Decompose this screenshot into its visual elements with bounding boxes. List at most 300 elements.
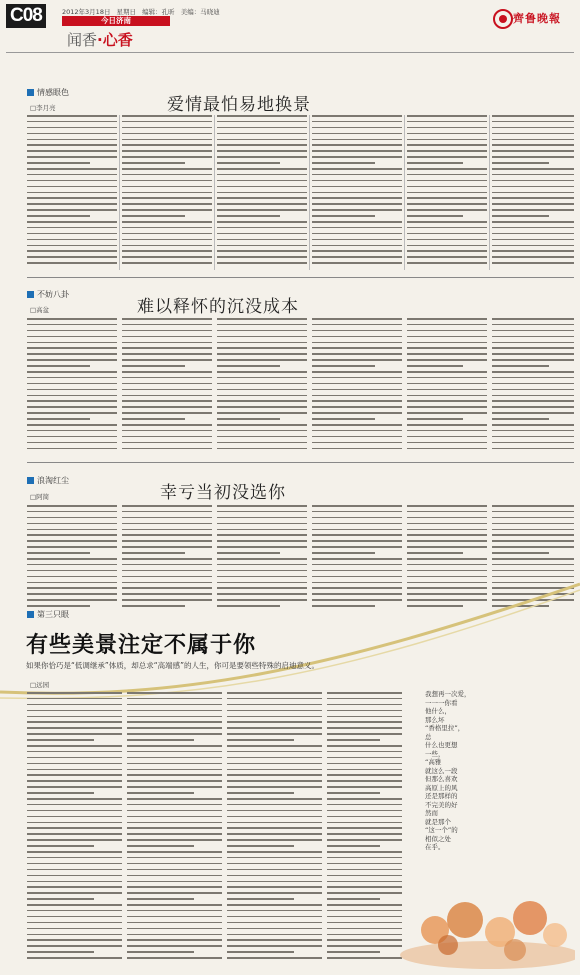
body-text-line bbox=[227, 704, 322, 706]
body-text-line bbox=[407, 256, 487, 258]
body-text-line bbox=[492, 552, 549, 554]
body-text-line bbox=[492, 245, 574, 247]
label-marker-icon bbox=[27, 89, 34, 96]
body-text-line bbox=[492, 564, 574, 566]
body-text-line bbox=[127, 769, 222, 771]
body-text-line bbox=[312, 564, 402, 566]
body-text-line bbox=[327, 839, 402, 841]
body-text-line bbox=[407, 371, 487, 373]
body-text-line bbox=[407, 529, 487, 531]
body-text-line bbox=[407, 582, 487, 584]
body-text-line bbox=[227, 745, 322, 747]
body-text-line bbox=[27, 511, 117, 513]
body-text-line bbox=[127, 833, 222, 835]
body-text-line bbox=[492, 546, 574, 548]
body-text-line bbox=[27, 593, 117, 595]
body-text-line bbox=[127, 916, 222, 918]
body-text-line bbox=[312, 365, 375, 367]
body-text-line bbox=[122, 505, 212, 507]
body-text-line bbox=[27, 922, 122, 924]
body-text-line bbox=[312, 186, 402, 188]
body-text-line bbox=[217, 359, 307, 361]
body-text-line bbox=[227, 733, 322, 735]
body-text-line bbox=[227, 945, 322, 947]
body-text-line bbox=[407, 250, 487, 252]
body-text-line bbox=[122, 371, 212, 373]
body-text-line bbox=[127, 904, 222, 906]
body-text-line bbox=[227, 881, 322, 883]
column-rule bbox=[404, 115, 405, 270]
article-1-headline: 爱情最怕易地换景 bbox=[167, 95, 311, 115]
body-text-line bbox=[407, 133, 487, 135]
article-3-byline: □阿简 bbox=[30, 493, 50, 501]
body-text-line bbox=[492, 418, 549, 420]
body-text-line bbox=[122, 564, 212, 566]
body-text-line bbox=[492, 523, 574, 525]
body-text-line bbox=[217, 336, 307, 338]
body-text-line bbox=[227, 721, 322, 723]
label-marker-icon bbox=[27, 477, 34, 484]
body-text-line bbox=[27, 529, 117, 531]
body-text-line bbox=[122, 203, 212, 205]
body-text-line bbox=[312, 406, 402, 408]
body-text-line bbox=[217, 215, 280, 217]
body-text-line bbox=[27, 442, 117, 444]
body-text-line bbox=[122, 150, 212, 152]
article-4-col-1 bbox=[27, 692, 122, 964]
body-text-line bbox=[227, 792, 294, 794]
body-text-line bbox=[27, 916, 122, 918]
body-text-line bbox=[217, 168, 307, 170]
body-text-line bbox=[122, 250, 212, 252]
body-text-line bbox=[407, 203, 487, 205]
body-text-line bbox=[327, 851, 402, 853]
body-text-line bbox=[327, 769, 402, 771]
body-text-line bbox=[312, 389, 402, 391]
body-text-line bbox=[407, 127, 487, 129]
body-text-line bbox=[217, 197, 307, 199]
body-text-line bbox=[312, 221, 402, 223]
body-text-line bbox=[312, 448, 402, 450]
body-text-line bbox=[217, 523, 307, 525]
body-text-line bbox=[492, 511, 574, 513]
body-text-line bbox=[27, 605, 90, 607]
body-text-line bbox=[227, 951, 294, 953]
body-text-line bbox=[122, 576, 212, 578]
body-text-line bbox=[327, 692, 402, 694]
body-text-line bbox=[492, 587, 574, 589]
body-text-line bbox=[327, 721, 402, 723]
body-text-line bbox=[492, 605, 549, 607]
article-3-col-6 bbox=[492, 505, 574, 615]
article-4-col-3 bbox=[227, 692, 322, 964]
body-text-line bbox=[27, 733, 122, 735]
body-text-line bbox=[312, 330, 402, 332]
body-text-line bbox=[127, 774, 222, 776]
poem-line: 然而 bbox=[425, 809, 438, 817]
body-text-line bbox=[27, 424, 117, 426]
article-3-label: 浪淘红尘 bbox=[27, 475, 69, 486]
body-text-line bbox=[492, 203, 574, 205]
body-text-line bbox=[492, 197, 574, 199]
body-text-line bbox=[122, 186, 212, 188]
body-text-line bbox=[407, 436, 487, 438]
body-text-line bbox=[407, 564, 487, 566]
body-text-line bbox=[27, 833, 122, 835]
body-text-line bbox=[217, 587, 307, 589]
body-text-line bbox=[127, 751, 222, 753]
body-text-line bbox=[27, 168, 117, 170]
body-text-line bbox=[122, 245, 212, 247]
body-text-line bbox=[122, 174, 212, 176]
body-text-line bbox=[27, 227, 117, 229]
body-text-line bbox=[492, 377, 574, 379]
body-text-line bbox=[407, 353, 487, 355]
article-3-col-3 bbox=[217, 505, 307, 615]
body-text-line bbox=[122, 529, 212, 531]
body-text-line bbox=[312, 197, 402, 199]
article-divider bbox=[27, 277, 574, 278]
body-text-line bbox=[217, 593, 307, 595]
body-text-line bbox=[492, 227, 574, 229]
body-text-line bbox=[492, 593, 574, 595]
article-1-col-6 bbox=[492, 115, 574, 270]
body-text-line bbox=[27, 587, 117, 589]
body-text-line bbox=[492, 233, 574, 235]
body-text-line bbox=[127, 792, 194, 794]
body-text-line bbox=[27, 383, 117, 385]
body-text-line bbox=[312, 347, 402, 349]
section-title bbox=[67, 29, 133, 50]
body-text-line bbox=[312, 587, 402, 589]
body-text-line bbox=[127, 733, 222, 735]
article-1-col-5 bbox=[407, 115, 487, 270]
body-text-line bbox=[312, 144, 402, 146]
body-text-line bbox=[122, 377, 212, 379]
body-text-line bbox=[122, 121, 212, 123]
body-text-line bbox=[217, 552, 280, 554]
body-text-line bbox=[407, 505, 487, 507]
page-header bbox=[0, 0, 580, 55]
body-text-line bbox=[312, 412, 402, 414]
body-text-line bbox=[127, 951, 194, 953]
body-text-line bbox=[312, 593, 402, 595]
body-text-line bbox=[217, 365, 280, 367]
body-text-line bbox=[217, 529, 307, 531]
body-text-line bbox=[492, 347, 574, 349]
article-1-col-4 bbox=[312, 115, 402, 270]
body-text-line bbox=[407, 347, 487, 349]
body-text-line bbox=[27, 881, 122, 883]
body-text-line bbox=[27, 804, 122, 806]
body-text-line bbox=[27, 371, 117, 373]
body-text-line bbox=[27, 710, 122, 712]
body-text-line bbox=[27, 704, 122, 706]
article-4-headline: 有些美景注定不属于你 bbox=[26, 633, 257, 658]
body-text-line bbox=[407, 150, 487, 152]
body-text-line bbox=[27, 144, 117, 146]
body-text-line bbox=[217, 353, 307, 355]
body-text-line bbox=[122, 593, 212, 595]
body-text-line bbox=[492, 144, 574, 146]
body-text-line bbox=[327, 739, 380, 741]
body-text-line bbox=[312, 250, 402, 252]
body-text-line bbox=[27, 822, 122, 824]
body-text-line bbox=[227, 780, 322, 782]
poem-line: 就是那个 bbox=[425, 817, 451, 826]
body-text-line bbox=[27, 115, 117, 117]
body-text-line bbox=[122, 534, 212, 536]
body-text-line bbox=[407, 599, 487, 601]
body-text-line bbox=[407, 365, 463, 367]
body-text-line bbox=[312, 127, 402, 129]
body-text-line bbox=[217, 330, 307, 332]
body-text-line bbox=[27, 951, 94, 953]
header-rule bbox=[6, 52, 574, 53]
body-text-line bbox=[312, 203, 402, 205]
body-text-line bbox=[217, 221, 307, 223]
body-text-line bbox=[312, 505, 402, 507]
body-text-line bbox=[122, 511, 212, 513]
body-text-line bbox=[122, 558, 212, 560]
body-text-line bbox=[127, 804, 222, 806]
body-text-line bbox=[227, 692, 322, 694]
body-text-line bbox=[312, 162, 375, 164]
section-bar: 今日济南 bbox=[62, 16, 170, 26]
body-text-line bbox=[227, 892, 322, 894]
body-text-line bbox=[27, 851, 122, 853]
body-text-line bbox=[122, 383, 212, 385]
body-text-line bbox=[122, 168, 212, 170]
body-text-line bbox=[407, 174, 487, 176]
body-text-line bbox=[27, 436, 117, 438]
body-text-line bbox=[27, 395, 117, 397]
body-text-line bbox=[217, 250, 307, 252]
body-text-line bbox=[217, 262, 307, 264]
body-text-line bbox=[127, 928, 222, 930]
body-text-line bbox=[492, 383, 574, 385]
body-text-line bbox=[227, 827, 322, 829]
body-text-line bbox=[217, 436, 307, 438]
body-text-line bbox=[27, 180, 117, 182]
body-text-line bbox=[312, 395, 402, 397]
body-text-line bbox=[312, 570, 402, 572]
body-text-line bbox=[327, 951, 380, 953]
body-text-line bbox=[127, 692, 222, 694]
body-text-line bbox=[27, 448, 117, 450]
editor: 编辑：孔昕 bbox=[142, 8, 175, 16]
body-text-line bbox=[492, 570, 574, 572]
body-text-line bbox=[127, 786, 222, 788]
newspaper-logo-text: 齊鲁晚報 bbox=[513, 12, 561, 25]
body-text-line bbox=[407, 186, 487, 188]
body-text-line bbox=[27, 239, 117, 241]
body-text-line bbox=[327, 827, 402, 829]
body-text-line bbox=[27, 816, 122, 818]
body-text-line bbox=[127, 810, 222, 812]
body-text-line bbox=[327, 704, 402, 706]
body-text-line bbox=[122, 389, 212, 391]
body-text-line bbox=[27, 430, 117, 432]
body-text-line bbox=[492, 576, 574, 578]
body-text-line bbox=[227, 698, 322, 700]
body-text-line bbox=[127, 922, 222, 924]
body-text-line bbox=[492, 156, 574, 158]
body-text-line bbox=[27, 810, 122, 812]
body-text-line bbox=[27, 245, 117, 247]
body-text-line bbox=[407, 144, 487, 146]
body-text-line bbox=[127, 939, 222, 941]
article-divider bbox=[27, 462, 574, 463]
body-text-line bbox=[312, 156, 402, 158]
body-text-line bbox=[327, 798, 402, 800]
body-text-line bbox=[492, 221, 574, 223]
body-text-line bbox=[312, 227, 402, 229]
body-text-line bbox=[127, 898, 194, 900]
body-text-line bbox=[27, 886, 122, 888]
body-text-line bbox=[312, 424, 402, 426]
body-text-line bbox=[122, 227, 212, 229]
body-text-line bbox=[27, 582, 117, 584]
body-text-line bbox=[312, 256, 402, 258]
body-text-line bbox=[327, 751, 402, 753]
body-text-line bbox=[27, 377, 117, 379]
body-text-line bbox=[227, 904, 322, 906]
body-text-line bbox=[27, 221, 117, 223]
body-text-line bbox=[312, 192, 402, 194]
body-text-line bbox=[312, 599, 402, 601]
body-text-line bbox=[122, 215, 185, 217]
poem-line: 一些， bbox=[425, 749, 445, 758]
body-text-line bbox=[122, 144, 212, 146]
body-text-line bbox=[127, 875, 222, 877]
body-text-line bbox=[122, 197, 212, 199]
body-text-line bbox=[407, 318, 487, 320]
body-text-line bbox=[492, 127, 574, 129]
body-text-line bbox=[407, 215, 463, 217]
body-text-line bbox=[127, 816, 222, 818]
body-text-line bbox=[27, 698, 122, 700]
body-text-line bbox=[27, 233, 117, 235]
header-info bbox=[62, 7, 224, 16]
body-text-line bbox=[27, 127, 117, 129]
body-text-line bbox=[217, 150, 307, 152]
article-3-col-1 bbox=[27, 505, 117, 615]
body-text-line bbox=[122, 412, 212, 414]
body-text-line bbox=[227, 839, 322, 841]
article-2-col-6 bbox=[492, 318, 574, 456]
body-text-line bbox=[227, 934, 322, 936]
body-text-line bbox=[27, 215, 90, 217]
body-text-line bbox=[217, 582, 307, 584]
body-text-line bbox=[312, 436, 402, 438]
body-text-line bbox=[27, 786, 122, 788]
body-text-line bbox=[122, 192, 212, 194]
body-text-line bbox=[27, 845, 94, 847]
body-text-line bbox=[27, 945, 122, 947]
body-text-line bbox=[227, 727, 322, 729]
body-text-line bbox=[217, 389, 307, 391]
body-text-line bbox=[122, 336, 212, 338]
body-text-line bbox=[27, 330, 117, 332]
body-text-line bbox=[127, 721, 222, 723]
body-text-line bbox=[27, 534, 117, 536]
body-text-line bbox=[217, 377, 307, 379]
poem-line: 一一一你看 bbox=[425, 698, 458, 707]
body-text-line bbox=[227, 886, 322, 888]
body-text-line bbox=[407, 342, 487, 344]
body-text-line bbox=[407, 448, 487, 450]
body-text-line bbox=[407, 395, 487, 397]
body-text-line bbox=[407, 558, 487, 560]
body-text-line bbox=[122, 436, 212, 438]
poem-line: 那么坏 bbox=[425, 715, 445, 724]
body-text-line bbox=[227, 869, 322, 871]
body-text-line bbox=[122, 599, 212, 601]
body-text-line bbox=[127, 845, 194, 847]
poem-line: 我想再一次爱， bbox=[425, 690, 471, 698]
body-text-line bbox=[27, 875, 122, 877]
body-text-line bbox=[217, 534, 307, 536]
body-text-line bbox=[122, 448, 212, 450]
body-text-line bbox=[127, 710, 222, 712]
body-text-line bbox=[312, 318, 402, 320]
body-text-line bbox=[227, 939, 322, 941]
body-text-line bbox=[492, 430, 574, 432]
body-text-line bbox=[127, 839, 222, 841]
body-text-line bbox=[407, 406, 487, 408]
body-text-line bbox=[122, 570, 212, 572]
body-text-line bbox=[312, 150, 402, 152]
body-text-line bbox=[492, 412, 574, 414]
body-text-line bbox=[127, 881, 222, 883]
body-text-line bbox=[227, 928, 322, 930]
body-text-line bbox=[492, 121, 574, 123]
body-text-line bbox=[227, 857, 322, 859]
body-text-line bbox=[227, 739, 294, 741]
body-text-line bbox=[312, 233, 402, 235]
body-text-line bbox=[27, 347, 117, 349]
body-text-line bbox=[407, 534, 487, 536]
body-text-line bbox=[27, 365, 90, 367]
body-text-line bbox=[27, 798, 122, 800]
body-text-line bbox=[127, 863, 222, 865]
body-text-line bbox=[492, 517, 574, 519]
body-text-line bbox=[27, 739, 94, 741]
body-text-line bbox=[312, 371, 402, 373]
body-text-line bbox=[27, 150, 117, 152]
body-text-line bbox=[217, 233, 307, 235]
body-text-line bbox=[27, 156, 117, 158]
body-text-line bbox=[327, 698, 402, 700]
body-text-line bbox=[217, 256, 307, 258]
body-text-line bbox=[492, 262, 574, 264]
body-text-line bbox=[327, 833, 402, 835]
body-text-line bbox=[127, 945, 222, 947]
body-text-line bbox=[27, 839, 122, 841]
section-title-red: 心香 bbox=[102, 31, 133, 49]
poem-line: 在乎。 bbox=[425, 843, 445, 851]
poem-line: 相似之处 bbox=[425, 834, 451, 843]
article-2-col-4 bbox=[312, 318, 402, 456]
body-text-line bbox=[227, 922, 322, 924]
body-text-line bbox=[492, 505, 574, 507]
body-text-line bbox=[127, 727, 222, 729]
body-text-line bbox=[492, 365, 549, 367]
body-text-line bbox=[327, 710, 402, 712]
body-text-line bbox=[312, 342, 402, 344]
body-text-line bbox=[127, 822, 222, 824]
